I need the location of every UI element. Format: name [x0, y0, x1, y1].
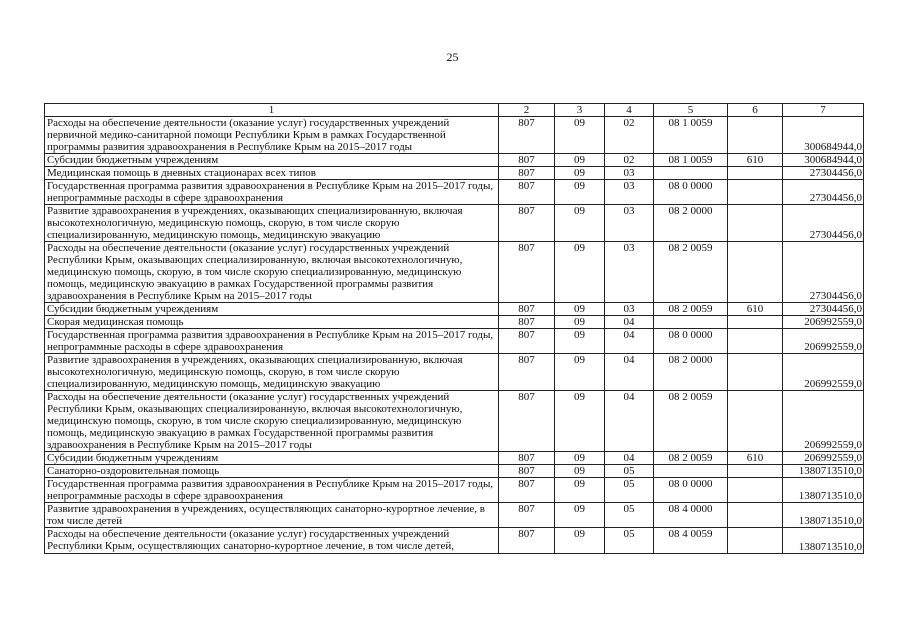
expense-type-code — [728, 354, 783, 391]
row-title: Государственная программа развития здравоохранения в Республике Крым на 2015–2017 годы, непрограммные расходы в сфере здравоохранения — [45, 478, 499, 503]
expense-type-code — [728, 329, 783, 354]
section-code: 09 — [555, 465, 605, 478]
expense-type-code — [728, 167, 783, 180]
target-article-code: 08 1 0059 — [654, 117, 728, 154]
expense-type-code — [728, 391, 783, 452]
expense-type-code — [728, 117, 783, 154]
target-article-code: 08 2 0059 — [654, 452, 728, 465]
budget-table — [44, 103, 864, 554]
amount: 300684944,0 — [783, 117, 864, 154]
amount: 1380713510,0 — [783, 503, 864, 528]
section-code: 09 — [555, 329, 605, 354]
department-code: 807 — [499, 242, 555, 303]
subsection-code: 05 — [605, 503, 654, 528]
amount: 1380713510,0 — [783, 478, 864, 503]
subsection-code: 03 — [605, 205, 654, 242]
target-article-code: 08 0 0000 — [654, 329, 728, 354]
expense-type-code: 610 — [728, 452, 783, 465]
department-code: 807 — [499, 303, 555, 316]
department-code: 807 — [499, 117, 555, 154]
row-title: Расходы на обеспечение деятельности (оказание услуг) государственных учреждений Республики Крым, оказывающих специализированную, включая высокотехнологичную, медицинскую помощь, скорую, в том числе скорую специализированную, медицинскую помощь, медицинскую эвакуацию в рамках Государственной программы развития здравоохранения в Республике Крым на 2015–2017 годы — [45, 242, 499, 303]
table-row — [45, 316, 864, 329]
department-code: 807 — [499, 465, 555, 478]
column-header: 5 — [654, 104, 728, 117]
department-code: 807 — [499, 167, 555, 180]
amount: 27304456,0 — [783, 303, 864, 316]
section-code: 09 — [555, 242, 605, 303]
subsection-code: 04 — [605, 316, 654, 329]
row-title: Санаторно-оздоровительная помощь — [45, 465, 499, 478]
target-article-code: 08 2 0000 — [654, 354, 728, 391]
amount: 1380713510,0 — [783, 465, 864, 478]
column-header: 1 — [45, 104, 499, 117]
section-code: 09 — [555, 503, 605, 528]
column-header: 3 — [555, 104, 605, 117]
table-header-row — [45, 104, 864, 117]
table-row — [45, 452, 864, 465]
expense-type-code — [728, 205, 783, 242]
section-code: 09 — [555, 528, 605, 554]
page-number: 25 — [446, 50, 459, 64]
subsection-code: 02 — [605, 117, 654, 154]
department-code: 807 — [499, 154, 555, 167]
subsection-code: 03 — [605, 180, 654, 205]
table-row — [45, 528, 864, 554]
table-row — [45, 354, 864, 391]
column-header: 6 — [728, 104, 783, 117]
row-title: Скорая медицинская помощь — [45, 316, 499, 329]
row-title: Расходы на обеспечение деятельности (оказание услуг) государственных учреждений первичной медико-санитарной помощи Республики Крым в рамках Государственной программы развития здравоохранения в Республике Крым на 2015–2017 годы — [45, 117, 499, 154]
expense-type-code — [728, 180, 783, 205]
expense-type-code — [728, 465, 783, 478]
row-title: Медицинская помощь в дневных стационарах всех типов — [45, 167, 499, 180]
department-code: 807 — [499, 528, 555, 554]
table-row — [45, 478, 864, 503]
section-code: 09 — [555, 117, 605, 154]
department-code: 807 — [499, 503, 555, 528]
expense-type-code — [728, 316, 783, 329]
table-row — [45, 303, 864, 316]
amount: 27304456,0 — [783, 242, 864, 303]
department-code: 807 — [499, 180, 555, 205]
row-title: Расходы на обеспечение деятельности (оказание услуг) государственных учреждений Республики Крым, оказывающих специализированную, включая высокотехнологичную, медицинскую помощь, скорую, в том числе скорую специализированную, медицинскую помощь, медицинскую эвакуацию в рамках Государственной программы развития здравоохранения в Республике Крым на 2015–2017 годы — [45, 391, 499, 452]
row-title: Государственная программа развития здравоохранения в Республике Крым на 2015–2017 годы, непрограммные расходы в сфере здравоохранения — [45, 180, 499, 205]
subsection-code: 04 — [605, 354, 654, 391]
department-code: 807 — [499, 205, 555, 242]
amount: 206992559,0 — [783, 354, 864, 391]
table-row — [45, 205, 864, 242]
department-code: 807 — [499, 452, 555, 465]
column-header: 7 — [783, 104, 864, 117]
subsection-code: 03 — [605, 242, 654, 303]
target-article-code: 08 2 0059 — [654, 303, 728, 316]
department-code: 807 — [499, 354, 555, 391]
target-article-code — [654, 316, 728, 329]
subsection-code: 04 — [605, 452, 654, 465]
subsection-code: 03 — [605, 167, 654, 180]
row-title: Развитие здравоохранения в учреждениях, осуществляющих санаторно-курортное лечение, в том числе детей — [45, 503, 499, 528]
expense-type-code — [728, 503, 783, 528]
row-title: Субсидии бюджетным учреждениям — [45, 154, 499, 167]
department-code: 807 — [499, 316, 555, 329]
section-code: 09 — [555, 303, 605, 316]
amount: 206992559,0 — [783, 316, 864, 329]
table-row — [45, 154, 864, 167]
amount: 27304456,0 — [783, 167, 864, 180]
department-code: 807 — [499, 329, 555, 354]
target-article-code: 08 0 0000 — [654, 478, 728, 503]
target-article-code: 08 0 0000 — [654, 180, 728, 205]
section-code: 09 — [555, 167, 605, 180]
target-article-code: 08 4 0000 — [654, 503, 728, 528]
subsection-code: 04 — [605, 329, 654, 354]
row-title: Расходы на обеспечение деятельности (оказание услуг) государственных учреждений Республики Крым, осуществляющих санаторно-курортное лечение, в том числе детей, — [45, 528, 499, 554]
target-article-code: 08 2 0059 — [654, 242, 728, 303]
section-code: 09 — [555, 478, 605, 503]
expense-type-code — [728, 242, 783, 303]
column-header: 2 — [499, 104, 555, 117]
subsection-code: 05 — [605, 478, 654, 503]
amount: 27304456,0 — [783, 205, 864, 242]
subsection-code: 02 — [605, 154, 654, 167]
subsection-code: 03 — [605, 303, 654, 316]
table-row — [45, 465, 864, 478]
target-article-code: 08 2 0059 — [654, 391, 728, 452]
subsection-code: 04 — [605, 391, 654, 452]
table-row — [45, 167, 864, 180]
department-code: 807 — [499, 478, 555, 503]
section-code: 09 — [555, 452, 605, 465]
expense-type-code: 610 — [728, 154, 783, 167]
subsection-code: 05 — [605, 465, 654, 478]
section-code: 09 — [555, 354, 605, 391]
department-code: 807 — [499, 391, 555, 452]
expense-type-code — [728, 528, 783, 554]
row-title: Субсидии бюджетным учреждениям — [45, 303, 499, 316]
target-article-code: 08 1 0059 — [654, 154, 728, 167]
row-title: Развитие здравоохранения в учреждениях, оказывающих специализированную, включая высокотехнологичную, медицинскую помощь, скорую, в том числе скорую специализированную, медицинскую помощь, медицинскую эвакуацию — [45, 205, 499, 242]
row-title: Государственная программа развития здравоохранения в Республике Крым на 2015–2017 годы, непрограммные расходы в сфере здравоохранения — [45, 329, 499, 354]
table-row — [45, 117, 864, 154]
expense-type-code — [728, 478, 783, 503]
section-code: 09 — [555, 154, 605, 167]
target-article-code: 08 2 0000 — [654, 205, 728, 242]
column-header: 4 — [605, 104, 654, 117]
section-code: 09 — [555, 316, 605, 329]
table-row — [45, 180, 864, 205]
row-title: Субсидии бюджетным учреждениям — [45, 452, 499, 465]
target-article-code — [654, 465, 728, 478]
section-code: 09 — [555, 205, 605, 242]
row-title: Развитие здравоохранения в учреждениях, оказывающих специализированную, включая высокотехнологичную, медицинскую помощь, скорую, в том числе скорую специализированную, медицинскую помощь, медицинскую эвакуацию — [45, 354, 499, 391]
section-code: 09 — [555, 391, 605, 452]
subsection-code: 05 — [605, 528, 654, 554]
table-row — [45, 391, 864, 452]
amount: 206992559,0 — [783, 391, 864, 452]
amount: 206992559,0 — [783, 452, 864, 465]
amount: 300684944,0 — [783, 154, 864, 167]
amount: 27304456,0 — [783, 180, 864, 205]
target-article-code: 08 4 0059 — [654, 528, 728, 554]
amount: 1380713510,0 — [783, 528, 864, 554]
section-code: 09 — [555, 180, 605, 205]
table-row — [45, 242, 864, 303]
amount: 206992559,0 — [783, 329, 864, 354]
table-row — [45, 503, 864, 528]
target-article-code — [654, 167, 728, 180]
table-row — [45, 329, 864, 354]
expense-type-code: 610 — [728, 303, 783, 316]
